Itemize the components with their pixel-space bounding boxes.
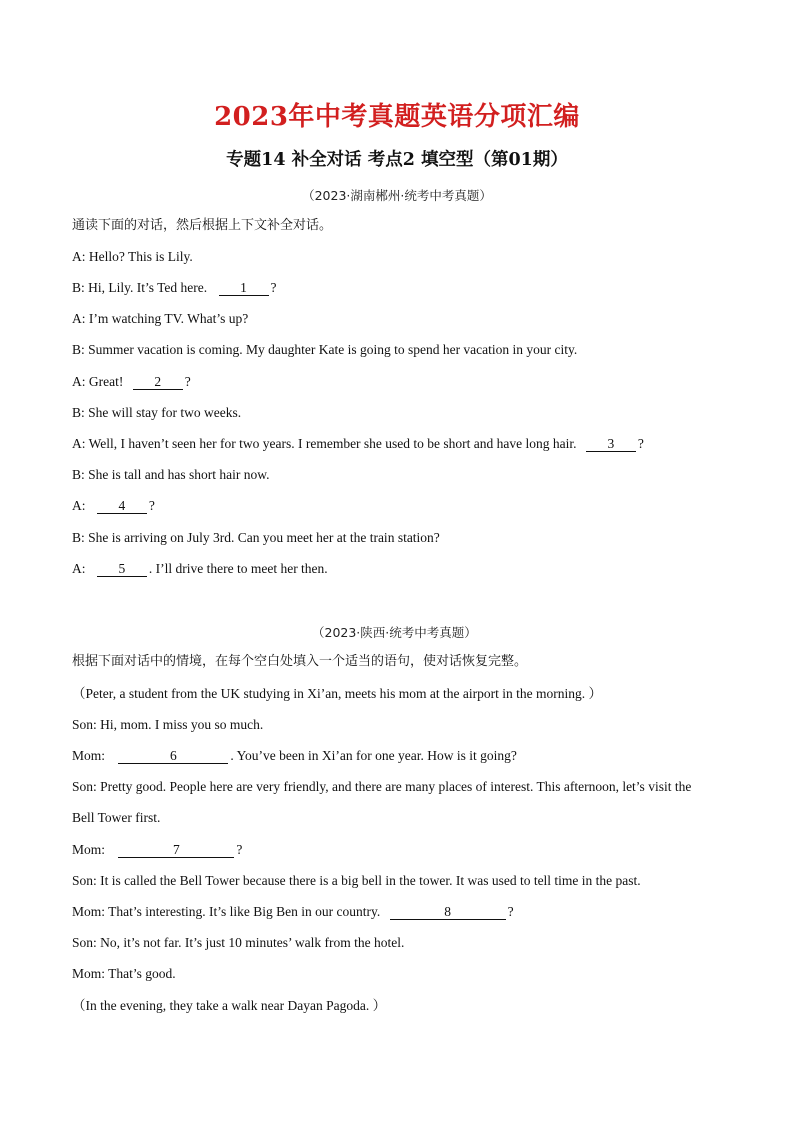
dialogue-line: A: 5 . I’ll drive there to meet her then.	[72, 561, 328, 576]
dialogue-line: Bell Tower first.	[72, 810, 161, 825]
blank-3[interactable]: 3	[586, 437, 636, 452]
dialogue-line: Mom: That’s good.	[72, 966, 176, 981]
dialogue-line: Mom: 6 . You’ve been in Xi’an for one year. How is it going?	[72, 748, 517, 763]
blank-7[interactable]: 7	[118, 843, 234, 858]
instruction-1: 通读下面的对话，然后根据上下文补全对话。	[72, 218, 333, 233]
dialogue-line: B: She is arriving on July 3rd. Can you meet her at the train station?	[72, 530, 440, 545]
blank-4[interactable]: 4	[97, 499, 147, 514]
dialogue-line: Son: No, it’s not far. It’s just 10 minutes’ walk from the hotel.	[72, 935, 405, 950]
source-label-2: （2023·陕西·统考中考真题）	[312, 625, 477, 640]
page-subtitle: 专题14 补全对话 考点2 填空型（第01期）	[226, 150, 568, 170]
dialogue-line: A: I’m watching TV. What’s up?	[72, 311, 249, 326]
source-label-1: （2023·湖南郴州·统考中考真题）	[302, 188, 492, 203]
dialogue-line: Son: Hi, mom. I miss you so much.	[72, 717, 264, 732]
dialogue-line: A: Hello? This is Lily.	[72, 249, 193, 264]
page-title: 2023年中考真题英语分项汇编	[214, 102, 580, 132]
blank-6[interactable]: 6	[118, 749, 228, 764]
dialogue-line: A: 4 ?	[72, 498, 155, 513]
dialogue-line: A: Well, I haven’t seen her for two years. I remember she used to be short and have long hair. 3 ?	[72, 436, 644, 451]
blank-8[interactable]: 8	[390, 905, 506, 920]
scene-note: （Peter, a student from the UK studying in Xi’an, meets his mom at the airport in the morning. ）	[72, 686, 602, 701]
dialogue-line: Mom: 7 ?	[72, 842, 243, 857]
instruction-2: 根据下面对话中的情境，在每个空白处填入一个适当的语句，使对话恢复完整。	[72, 654, 528, 669]
dialogue-line: Mom: That’s interesting. It’s like Big Ben in our country. 8 ?	[72, 904, 514, 919]
dialogue-line: A: Great! 2 ?	[72, 374, 191, 389]
dialogue-line: Son: It is called the Bell Tower because there is a big bell in the tower. It was used to tell time in the past.	[72, 873, 641, 888]
dialogue-line: Son: Pretty good. People here are very friendly, and there are many places of interest. This afternoon, let’s visit the	[72, 779, 692, 794]
dialogue-line: B: Summer vacation is coming. My daughter Kate is going to spend her vacation in your city.	[72, 342, 578, 357]
blank-5[interactable]: 5	[97, 562, 147, 577]
blank-2[interactable]: 2	[133, 375, 183, 390]
blank-1[interactable]: 1	[219, 281, 269, 296]
dialogue-line: B: Hi, Lily. It’s Ted here. 1 ?	[72, 280, 277, 295]
dialogue-line: B: She is tall and has short hair now.	[72, 467, 270, 482]
scene-note: （In the evening, they take a walk near Dayan Pagoda. ）	[72, 998, 387, 1013]
dialogue-line: B: She will stay for two weeks.	[72, 405, 242, 420]
